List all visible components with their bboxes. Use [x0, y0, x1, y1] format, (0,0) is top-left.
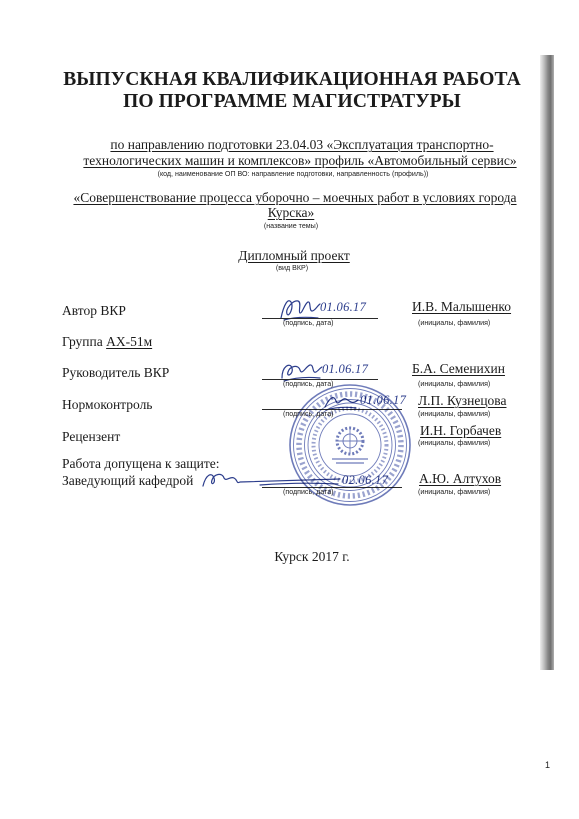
author-label: Автор ВКР [62, 303, 126, 318]
author-name-caption: (инициалы, фамилия) [418, 319, 491, 327]
topic-caption: (название темы) [263, 222, 319, 230]
program-line-2: технологических машин и комплексов» профиль «Автомобильный сервис» [83, 153, 517, 168]
title-line-1: ВЫПУСКНАЯ КВАЛИФИКАЦИОННАЯ РАБОТА [63, 69, 521, 90]
reviewer-name: И.Н. Горбачев [420, 423, 502, 438]
supervisor-label: Руководитель ВКР [62, 365, 170, 380]
scan-edge [540, 55, 554, 670]
reviewer-label: Рецензент [62, 429, 121, 444]
group-row [62, 334, 152, 350]
norm-control-label: Нормоконтроль [62, 397, 153, 412]
group-label: Группа [62, 334, 103, 349]
norm-control-name: Л.П. Кузнецова [418, 393, 507, 408]
work-type-caption: (вид ВКР) [275, 264, 309, 272]
work-type: Дипломный проект [238, 248, 350, 263]
norm-control-name-caption: (инициалы, фамилия) [418, 410, 491, 418]
title-line-2: ПО ПРОГРАММЕ МАГИСТРАТУРЫ [123, 91, 461, 112]
head-signature-caption: (подпись, дата) [283, 488, 334, 496]
round-seal-icon [288, 383, 412, 507]
head-label: Заведующий кафедрой [62, 473, 194, 488]
norm-control-signature-caption: (подпись, дата) [283, 410, 334, 418]
city-year: Курск 2017 г. [274, 549, 350, 564]
topic-line-1: «Совершенствование процесса уборочно – моечных работ в условиях города [73, 190, 517, 205]
seal-emblem [332, 428, 368, 463]
topic-line-2: Курска» [267, 205, 315, 220]
head-name-caption: (инициалы, фамилия) [418, 488, 491, 496]
program-caption: (код, наименование ОП ВО: направление подготовки, направленность (профиль)) [157, 170, 429, 178]
group-value: АХ-51м [106, 334, 153, 349]
admission-text: Работа допущена к защите: [62, 456, 220, 471]
author-signature-caption: (подпись, дата) [283, 319, 334, 327]
supervisor-name: Б.А. Семенихин [412, 361, 505, 376]
norm-control-signature-date: 01.06.17 [360, 393, 407, 407]
supervisor-name-caption: (инициалы, фамилия) [418, 380, 491, 388]
supervisor-signature-caption: (подпись, дата) [283, 380, 334, 388]
program-line-1: по направлению подготовки 23.04.03 «Эксплуатация транспортно- [110, 137, 494, 152]
page-number: 1 [545, 760, 551, 770]
head-name: А.Ю. Алтухов [419, 471, 502, 486]
author-signature-date: 01.06.17 [320, 300, 367, 314]
author-name: И.В. Малышенко [412, 299, 512, 314]
head-signature-date: 02.06.17 [342, 473, 389, 487]
reviewer-name-caption: (инициалы, фамилия) [418, 439, 491, 447]
supervisor-signature-date: 01.06.17 [322, 362, 369, 376]
